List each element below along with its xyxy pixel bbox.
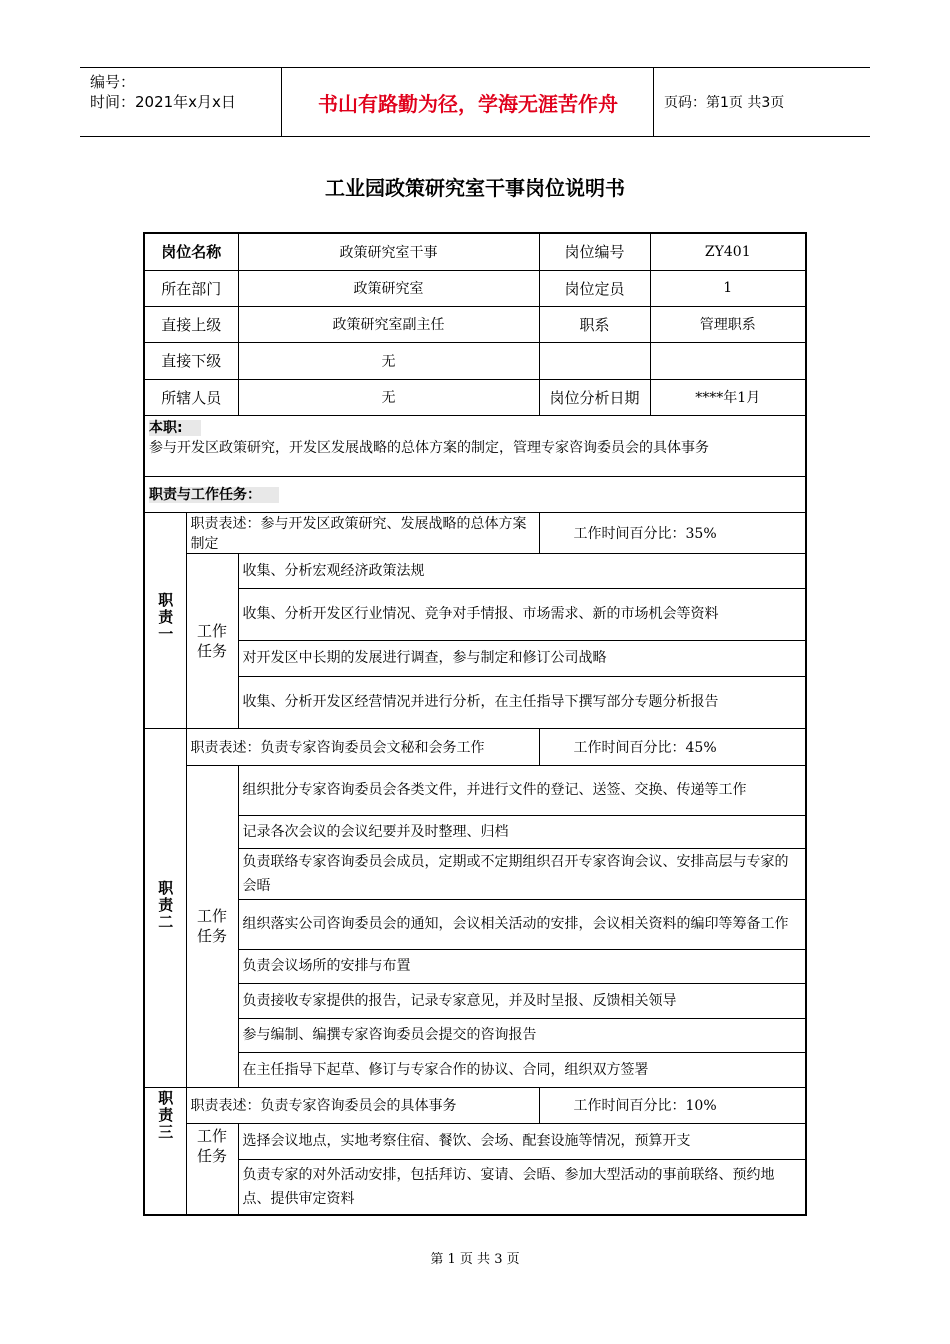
duty-2-desc: 职责表述：负责专家咨询委员会文秘和会务工作	[186, 728, 539, 765]
table-row	[144, 415, 806, 476]
table-row	[144, 983, 806, 1018]
dept-value: 政策研究室	[238, 270, 539, 306]
page-header	[80, 67, 870, 137]
post-name-label: 岗位名称	[144, 233, 238, 270]
header-page-info: 页码：第1页 共3页	[664, 95, 785, 111]
header-meta	[80, 68, 282, 136]
main-duty-cell	[144, 415, 806, 476]
table-row	[144, 512, 806, 553]
table-row	[144, 306, 806, 342]
duty-3-pct: 工作时间百分比：10%	[539, 1087, 806, 1123]
duty-1-task-2: 收集、分析开发区行业情况、竞争对手情报、市场需求、新的市场机会等资料	[238, 588, 806, 640]
job-description-table	[143, 232, 807, 1216]
duty-2-task-7: 参与编制、编撰专家咨询委员会提交的咨询报告	[238, 1018, 806, 1052]
quota-label: 岗位定员	[539, 270, 650, 306]
duty-1-name: 职责一	[144, 512, 186, 728]
table-row	[144, 342, 806, 379]
series-value: 管理职系	[650, 306, 806, 342]
duty-2-name: 职责二	[144, 728, 186, 1087]
duty-3-desc: 职责表述：负责专家咨询委员会的具体事务	[186, 1087, 539, 1123]
staff-label: 所辖人员	[144, 379, 238, 415]
table-row	[144, 1052, 806, 1087]
duty-2-pct: 工作时间百分比：45%	[539, 728, 806, 765]
duty-3-task-2: 负责专家的对外活动安排，包括拜访、宴请、会晤、参加大型活动的事前联络、预约地点、提供审定资料	[238, 1159, 806, 1215]
subordinate-label: 直接下级	[144, 342, 238, 379]
main-duty-label: 本职:	[149, 418, 801, 438]
post-code-value: ZY401	[650, 233, 806, 270]
duty-1-task-4: 收集、分析开发区经营情况并进行分析，在主任指导下撰写部分专题分析报告	[238, 676, 806, 728]
table-row	[144, 588, 806, 640]
table-row	[144, 1159, 806, 1215]
duty-1-task-1: 收集、分析宏观经济政策法规	[238, 553, 806, 588]
duty-3-name: 职责三	[144, 1087, 186, 1215]
table-row	[144, 899, 806, 949]
table-row	[144, 1087, 806, 1123]
table-row	[144, 233, 806, 270]
post-code-label: 岗位编号	[539, 233, 650, 270]
table-row	[144, 676, 806, 728]
duty-2-task-2: 记录各次会议的会议纪要并及时整理、归档	[238, 815, 806, 848]
duty-1-task-3: 对开发区中长期的发展进行调查，参与制定和修订公司战略	[238, 640, 806, 676]
document-number: 编号：	[90, 73, 136, 91]
main-duty-text: 参与开发区政策研究，开发区发展战略的总体方案的制定，管理专家咨询委员会的具体事务	[149, 439, 709, 456]
duty-3-task-label: 工作任务	[186, 1123, 238, 1215]
table-row	[144, 1018, 806, 1052]
duty-2-task-3: 负责联络专家咨询委员会成员，定期或不定期组织召开专家咨询会议、安排高层与专家的会晤	[238, 848, 806, 899]
analysis-date-value: ****年1月	[650, 379, 806, 415]
table-row	[144, 553, 806, 588]
table-row	[144, 640, 806, 676]
duty-3-task-1: 选择会议地点，实地考察住宿、餐饮、会场、配套设施等情况，预算开支	[238, 1123, 806, 1159]
duty-2-task-1: 组织批分专家咨询委员会各类文件，并进行文件的登记、送签、交换、传递等工作	[238, 765, 806, 815]
table-row	[144, 728, 806, 765]
staff-value: 无	[238, 379, 539, 415]
duty-1-pct: 工作时间百分比：35%	[539, 512, 806, 553]
table-row	[144, 848, 806, 899]
empty-cell	[539, 342, 650, 379]
table-row	[144, 379, 806, 415]
quota-value: 1	[650, 270, 806, 306]
duty-1-task-label: 工作任务	[186, 553, 238, 728]
table-row	[144, 476, 806, 512]
dept-label: 所在部门	[144, 270, 238, 306]
duty-2-task-4: 组织落实公司咨询委员会的通知，会议相关活动的安排，会议相关资料的编印等筹备工作	[238, 899, 806, 949]
superior-label: 直接上级	[144, 306, 238, 342]
header-motto: 书山有路勤为径，学海无涯苦作舟	[283, 68, 654, 136]
duty-2-task-label: 工作任务	[186, 765, 238, 1087]
series-label: 职系	[539, 306, 650, 342]
duty-2-task-5: 负责会议场所的安排与布置	[238, 949, 806, 983]
table-row	[144, 815, 806, 848]
table-row	[144, 270, 806, 306]
document-title: 工业园政策研究室干事岗位说明书	[325, 176, 625, 200]
duty-2-task-6: 负责接收专家提供的报告，记录专家意见，并及时呈报、反馈相关领导	[238, 983, 806, 1018]
subordinate-value: 无	[238, 342, 539, 379]
superior-value: 政策研究室副主任	[238, 306, 539, 342]
page-footer: 第 1 页 共 3 页	[430, 1252, 520, 1267]
table-row	[144, 1123, 806, 1159]
duty-1-desc: 职责表述：参与开发区政策研究、发展战略的总体方案制定	[186, 512, 539, 553]
post-name-value: 政策研究室干事	[238, 233, 539, 270]
empty-cell	[650, 342, 806, 379]
table-row	[144, 949, 806, 983]
duty-2-task-8: 在主任指导下起草、修订与专家合作的协议、合同，组织双方签署	[238, 1052, 806, 1087]
document-date: 时间：2021年x月x日	[90, 93, 236, 111]
analysis-date-label: 岗位分析日期	[539, 379, 650, 415]
table-row	[144, 765, 806, 815]
duties-section-label: 职责与工作任务：	[144, 476, 806, 512]
